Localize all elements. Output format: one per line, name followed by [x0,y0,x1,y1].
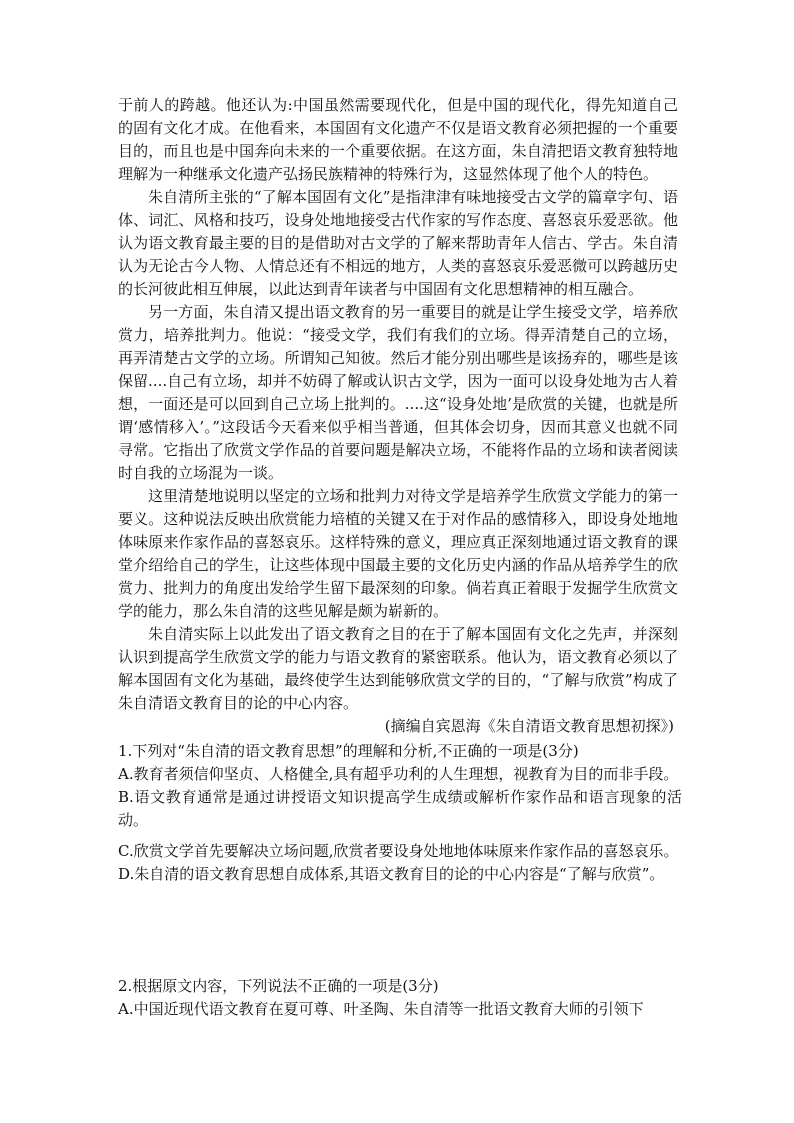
question-2 [118,975,682,1021]
passage-source: (摘编自宾恩海《朱自清语文教育思想初探》) [384,717,674,735]
question-2-option-a: A.中国近现代语文教育在夏可尊、叶圣陶、朱自清等一批语文教育大师的引领下 [118,1000,644,1018]
passage-paragraph-5: 朱自清实际上以此发出了语文教育之目的在于了解本国固有文化之先声，并深刻认识到提高学生欣赏文学的能力与语文教育的紧密联系。他认为，语文教育必须以了解本国固有文化为基础，最终使学生达到能够欣赏文学的目的，“了解与欣赏”构成了朱自清语文教育目的论的中心内容。 [118,625,678,712]
question-1-option-d: D.朱自清的语文教育思想自成体系,其语文教育目的论的中心内容是“了解与欣赏”。 [118,865,665,883]
reading-passage [118,94,678,738]
question-2-title: 2.根据原文内容，下列说法不正确的一项是(3分) [118,977,439,995]
passage-paragraph-4: 这里清楚地说明以坚定的立场和批判力对待文学是培养学生欣赏文学能力的第一要义。这种说法反映出欣赏能力培植的关键又在于对作品的感情移入，即设身处地地体味原来作家作品的喜怒哀乐。这样特殊的意义，理应真正深刻地通过语文教育的课堂介绍给自己的学生，让这些体现中国最主要的文化历史内涵的作品从培养学生的欣赏力、批判力的角度出发给学生留下最深刻的印象。倘若真正着眼于发掘学生欣赏文学的能力，那么朱自清的这些见解是颇为崭新的。 [118,487,678,620]
question-1-option-a: A.教育者须信仰坚贞、人格健全,具有超乎功利的人生理想，视教育为目的而非手段。 [118,765,679,783]
passage-paragraph-2: 朱自清所主张的“了解本国固有文化”是指津津有味地接受古文学的篇章字句、语体、词汇、风格和技巧，设身处地地接受古代作家的写作态度、喜怒哀乐爱恶欲。他认为语文教育最主要的目的是借助对古文学的了解来帮助青年人信古、学古。朱自清认为无论古今人物、人情总还有不相远的地方，人类的喜怒哀乐爱恶微可以跨越历史的长河彼此相互伸展，以此达到青年读者与中国固有文化思想精神的相互融合。 [118,188,678,298]
question-1-title: 1.下列对“朱自清的语文教育思想”的理解和分析,不正确的一项是(3分) [118,742,579,760]
question-1-option-b: B.语文教育通常是通过讲授语文知识提高学生成绩或解析作家作品和语言现象的活动。 [118,788,682,829]
question-1 [118,740,682,886]
passage-paragraph-3: 另一方面，朱自清又提出语文教育的另一重要目的就是让学生接受文学，培养欣赏力，培养批判力。他说：“接受文学，我们有我们的立场。得弄清楚自己的立场，再弄清楚古文学的立场。所谓知己知彼。然后才能分别出哪些是该扬弃的，哪些是该保留....自己有立场，却并不妨碍了解或认识古文学，因为一面可以设身处地为古人着想，一面还是可以回到自己立场上批判的。....这“设身处地’是欣赏的关键，也就是所谓‘感情移入’。”这段话今天看来似乎相当普通，但其体会切身，因而其意义也就不同寻常。它指出了欣赏文学作品的首要问题是解决立场，不能将作品的立场和读者阅读时自我的立场混为一谈。 [118,303,678,482]
option-spacer [118,832,682,840]
question-1-option-c: C.欣赏文学首先要解决立场问题,欣赏者要设身处地地体味原来作家作品的喜怒哀乐。 [118,842,679,860]
passage-paragraph-1: 于前人的跨越。他还认为:中国虽然需要现代化，但是中国的现代化，得先知道自己的固有文化才成。在他看来，本国固有文化遗产不仅是语文教育必须把握的一个重要目的，而且也是中国奔向未来的一个重要依据。在这方面，朱自清把语文教育独特地理解为一种继承文化遗产弘扬民族精神的特殊行为，这显然体现了他个人的特色。 [118,96,678,183]
